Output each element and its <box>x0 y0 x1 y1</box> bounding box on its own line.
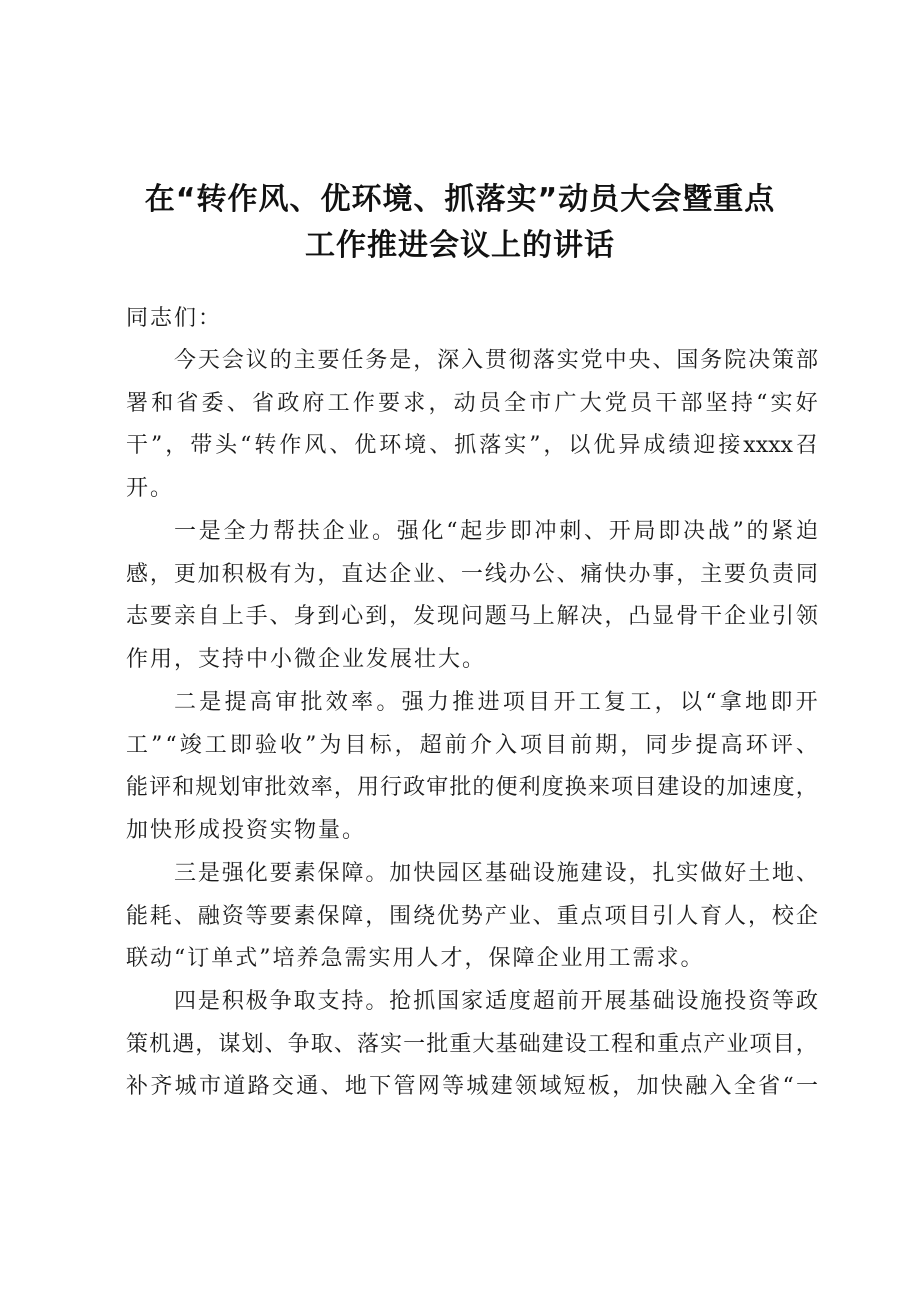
paragraph-3-line-3: 能 评 和 规 划 审 批 效 率 ， 用 行 政 审 批 的 便 利 度 换 来 项 目 建 设 的 加 速 度 ， <box>126 775 818 801</box>
paragraph-5-line-3: 补 齐 城 市 道 路 交 通 、 地 下 管 网 等 城 建 领 域 短 板 ， 加 快 融 入 全 省 “ 一 <box>126 1074 818 1100</box>
salutation: 同志们： <box>126 306 223 331</box>
paragraph-1-line-1: 今 天 会 议 的 主 要 任 务 是 ， 深 入 贯 彻 落 实 党 中 央 、 国 务 院 决 策 部 <box>174 348 818 373</box>
paragraph-1-line-4: 开。 <box>126 476 175 502</box>
paragraph-4-line-2: 能 耗 、 融 资 等 要 素 保 障 ， 围 绕 优 势 产 业 、 重 点 项 目 引 人 育 人 ， 校 企 <box>126 903 818 929</box>
paragraph-2-line-2: 感 ， 更 加 积 极 有 为 ， 直 达 企 业 、 一 线 办 公 、 痛 快 办 事 ， 主 要 负 责 同 <box>126 561 818 587</box>
paragraph-4-line-1: 三 是 强 化 要 素 保 障 。 加 快 园 区 基 础 设 施 建 设 ， 扎 实 做 好 土 地 、 <box>174 861 818 886</box>
title-line-1: 在“转作风、优环境、抓落实”动员大会暨重点 <box>144 182 776 217</box>
paragraph-2-line-4: 作用，支持中小微企业发展壮大。 <box>126 647 487 673</box>
paragraph-5-line-1: 四 是 积 极 争 取 支 持 。 抢 抓 国 家 适 度 超 前 开 展 基 础 设 施 投 资 等 政 <box>174 989 818 1014</box>
paragraph-3-line-2: 工 ” “ 竣 工 即 验 收 ” 为 目 标 ， 超 前 介 入 项 目 前 期 ， 同 步 提 高 环 评 、 <box>126 732 818 758</box>
paragraph-2-line-1: 一 是 全 力 帮 扶 企 业 。 强 化 “ 起 步 即 冲 刺 、 开 局 即 决 战 ” 的 紧 迫 <box>174 519 818 544</box>
paragraph-2-line-3: 志 要 亲 自 上 手 、 身 到 心 到 ， 发 现 问 题 马 上 解 决 ， 凸 显 骨 干 企 业 引 领 <box>126 604 818 630</box>
paragraph-1-line-2: 署 和 省 委 、 省 政 府 工 作 要 求 ， 动 员 全 市 广 大 党 员 干 部 坚 持 “ 实 好 <box>126 390 818 416</box>
paragraph-3-line-4: 加快形成投资实物量。 <box>126 818 367 844</box>
paragraph-3-line-1: 二 是 提 高 审 批 效 率 。 强 力 推 进 项 目 开 工 复 工 ， 以 “ 拿 地 即 开 <box>174 690 818 715</box>
paragraph-4-line-3: 联动“订单式”培养急需实用人才，保障企业用工需求。 <box>126 946 705 972</box>
title-line-2: 工作推进会议上的讲话 <box>305 228 615 263</box>
paragraph-1-line-3: 干 ” ， 带 头 “ 转 作 风 、 优 环 境 、 抓 落 实 ” ， 以 优 异 成 绩 迎 接 xxxx 召 <box>126 433 818 459</box>
paragraph-5-line-2: 策 机 遇 ， 谋 划 、 争 取 、 落 实 一 批 重 大 基 础 建 设 工 程 和 重 点 产 业 项 目 ， <box>126 1031 818 1057</box>
